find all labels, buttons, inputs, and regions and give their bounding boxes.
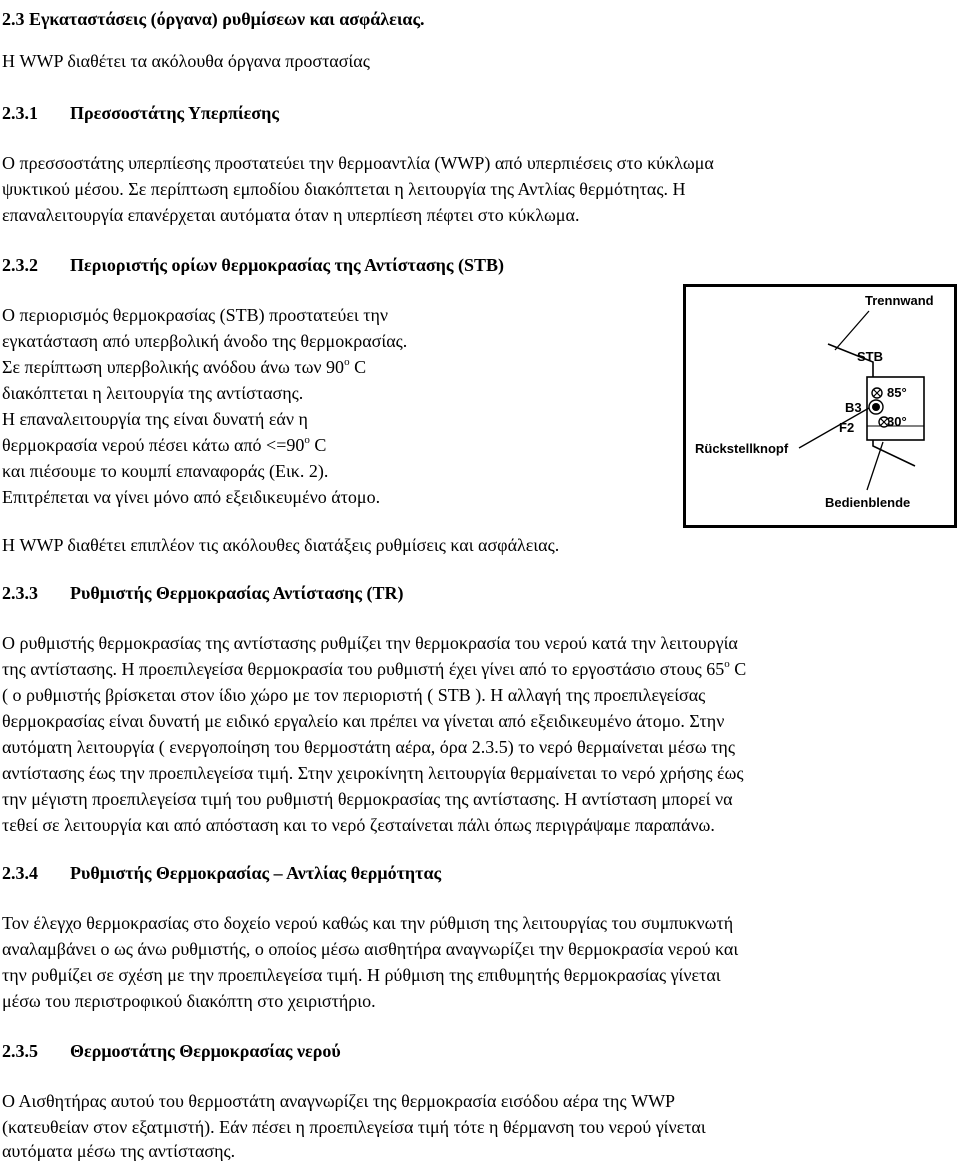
- subsection-heading-2-3-4: [2, 860, 441, 886]
- paragraph-line: αυτόματη λειτουργία ( ενεργοποίηση του θερμοστάτη αέρα, όρα 2.3.5) το νερό θερμαίνεται μέσω της: [2, 737, 735, 757]
- label-85: 85°: [887, 385, 907, 400]
- paragraph-line: Ο πρεσσοστάτης υπερπίεσης προστατεύει την θερμοαντλία (WWP) από υπερπιέσεις στο κύκλωμα: [2, 153, 714, 173]
- label-bedienblende: Bedienblende: [825, 495, 911, 510]
- paragraph-line: αυτόματα μέσω της αντίστασης.: [2, 1141, 236, 1161]
- paragraph-line: (κατευθείαν στον εξατμιστή). Εάν πέσει η προεπιλεγείσα τιμή τότε η θέρμανση του νερού γίνεται: [2, 1117, 706, 1137]
- label-trennwand: Trennwand: [865, 293, 934, 308]
- paragraph-line: Η επαναλειτουργία της είναι δυνατή εάν η: [2, 409, 308, 429]
- text-span: C: [729, 659, 747, 679]
- label-f2: F2: [839, 420, 855, 435]
- paragraph-line: [2, 354, 366, 380]
- text-span: C: [309, 435, 327, 455]
- section-heading: 2.3 Εγκαταστάσεις (όργανα) ρυθμίσεων και ασφάλειας.: [2, 9, 425, 29]
- label-stb: STB: [857, 349, 883, 364]
- subsection-heading-2-3-2: [2, 252, 504, 278]
- paragraph-line: Ο Αισθητήρας αυτού του θερμοστάτη αναγνωρίζει της θερμοκρασία εισόδου αέρα της WWP: [2, 1091, 676, 1111]
- reset-button-center: [872, 403, 880, 411]
- paragraph-line: ψυκτικού μέσου. Σε περίπτωση εμποδίου διακόπτεται η λειτουργία της Αντλίας θερμότητας. Η: [2, 179, 686, 199]
- paragraph-line: ( ο ρυθμιστής βρίσκεται στον ίδιο χώρο με τον περιοριστή ( STB ). Η αλλαγή της προεπιλεγείσας: [2, 685, 706, 705]
- subsection-heading-2-3-5: [2, 1038, 341, 1064]
- paragraph-line: Ο ρυθμιστής θερμοκρασίας της αντίστασης ρυθμίζει την θερμοκρασία του νερού κατά την λειτουργία: [2, 633, 738, 653]
- paragraph-line: μέσω του περιστροφικού διακόπτη στο χειριστήριο.: [2, 991, 376, 1011]
- paragraph-line: και πιέσουμε το κουμπί επαναφοράς (Εικ. 2).: [2, 461, 329, 481]
- subsection-number: 2.3.5: [2, 1041, 38, 1061]
- label-ruckstellknopf: Rückstellknopf: [695, 441, 789, 456]
- subsection-number: 2.3.4: [2, 863, 38, 883]
- paragraph-line: [2, 656, 746, 682]
- label-b3: B3: [845, 400, 862, 415]
- subsection-heading-2-3-3: [2, 580, 403, 606]
- intro-text: Η WWP διαθέτει τα ακόλουθα όργανα προστασίας: [2, 51, 370, 71]
- paragraph-line: Επιτρέπεται να γίνει μόνο από εξειδικευμένο άτομο.: [2, 487, 381, 507]
- subsection-title: Ρυθμιστής Θερμοκρασίας Αντίστασης (TR): [70, 583, 404, 603]
- text-span: C: [349, 357, 367, 377]
- label-30: 30°: [887, 414, 907, 429]
- paragraph-line: Η WWP διαθέτει επιπλέον τις ακόλουθες διατάξεις ρυθμίσεις και ασφάλειας.: [2, 535, 560, 555]
- paragraph-line: την ρυθμίζει σε σχέση με την προεπιλεγείσα τιμή. Η ρύθμιση της επιθυμητής θερμοκρασίας γίνεται: [2, 965, 721, 985]
- paragraph-line: Ο περιορισμός θερμοκρασίας (STB) προστατεύει την: [2, 305, 389, 325]
- paragraph-line: [2, 432, 326, 458]
- subsection-number: 2.3.2: [2, 255, 38, 275]
- paragraph-line: αναλαμβάνει ο ως άνω ρυθμιστής, ο οποίος μέσω αισθητήρα αναγνωρίζει την θερμοκρασία νερού και: [2, 939, 739, 959]
- subsection-heading-2-3-1: [2, 100, 279, 126]
- subsection-number: 2.3.3: [2, 583, 38, 603]
- paragraph-line: Τον έλεγχο θερμοκρασίας στο δοχείο νερού καθώς και την ρύθμιση της λειτουργίας του συμπυκνωτή: [2, 913, 734, 933]
- paragraph-line: αντίστασης έως την προεπιλεγείσα τιμή. Στην χειροκίνητη λειτουργία θερμαίνεται το νερό χρήσης έως: [2, 763, 744, 783]
- text-span: θερμοκρασία νερού πέσει κάτω από <=90: [2, 435, 305, 455]
- paragraph-line: εγκατάσταση από υπερβολική άνοδο της θερμοκρασίας.: [2, 331, 408, 351]
- paragraph-line: θερμοκρασίας είναι δυνατή με ειδικό εργαλείο και πρέπει να γίνεται από εξειδικευμένο άτομο. Στην: [2, 711, 725, 731]
- subsection-title: Θερμοστάτης Θερμοκρασίας νερού: [70, 1041, 341, 1061]
- text-span: της αντίστασης. Η προεπιλεγείσα θερμοκρασία του ρυθμιστή έχει γίνει από το εργοστάσιο στους 65: [2, 659, 725, 679]
- subsection-title: Περιοριστής ορίων θερμοκρασίας της Αντίστασης (STB): [70, 255, 504, 275]
- superscript: ο: [724, 658, 730, 670]
- subsection-title: Πρεσσοστάτης Υπερπίεσης: [70, 103, 279, 123]
- paragraph-line: διακόπτεται η λειτουργία της αντίστασης.: [2, 383, 304, 403]
- paragraph-line: επαναλειτουργία επανέρχεται αυτόματα όταν η υπερπίεση πέφτει στο κύκλωμα.: [2, 205, 580, 225]
- stb-control-panel-figure: [683, 284, 957, 528]
- paragraph-line: την μέγιστη προεπιλεγείσα τιμή του ρυθμιστή θερμοκρασίας της αντίστασης. Η αντίσταση μπορεί να: [2, 789, 733, 809]
- text-span: Σε περίπτωση υπερβολικής ανόδου άνω των 90: [2, 357, 345, 377]
- superscript: ο: [344, 356, 350, 368]
- subsection-number: 2.3.1: [2, 103, 38, 123]
- subsection-title: Ρυθμιστής Θερμοκρασίας – Αντλίας θερμότητας: [70, 863, 442, 883]
- superscript: ο: [304, 434, 310, 446]
- paragraph-line: τεθεί σε λειτουργία και από απόσταση και το νερό ζεσταίνεται πάλι όπως περιγράψαμε παραπάνω.: [2, 815, 715, 835]
